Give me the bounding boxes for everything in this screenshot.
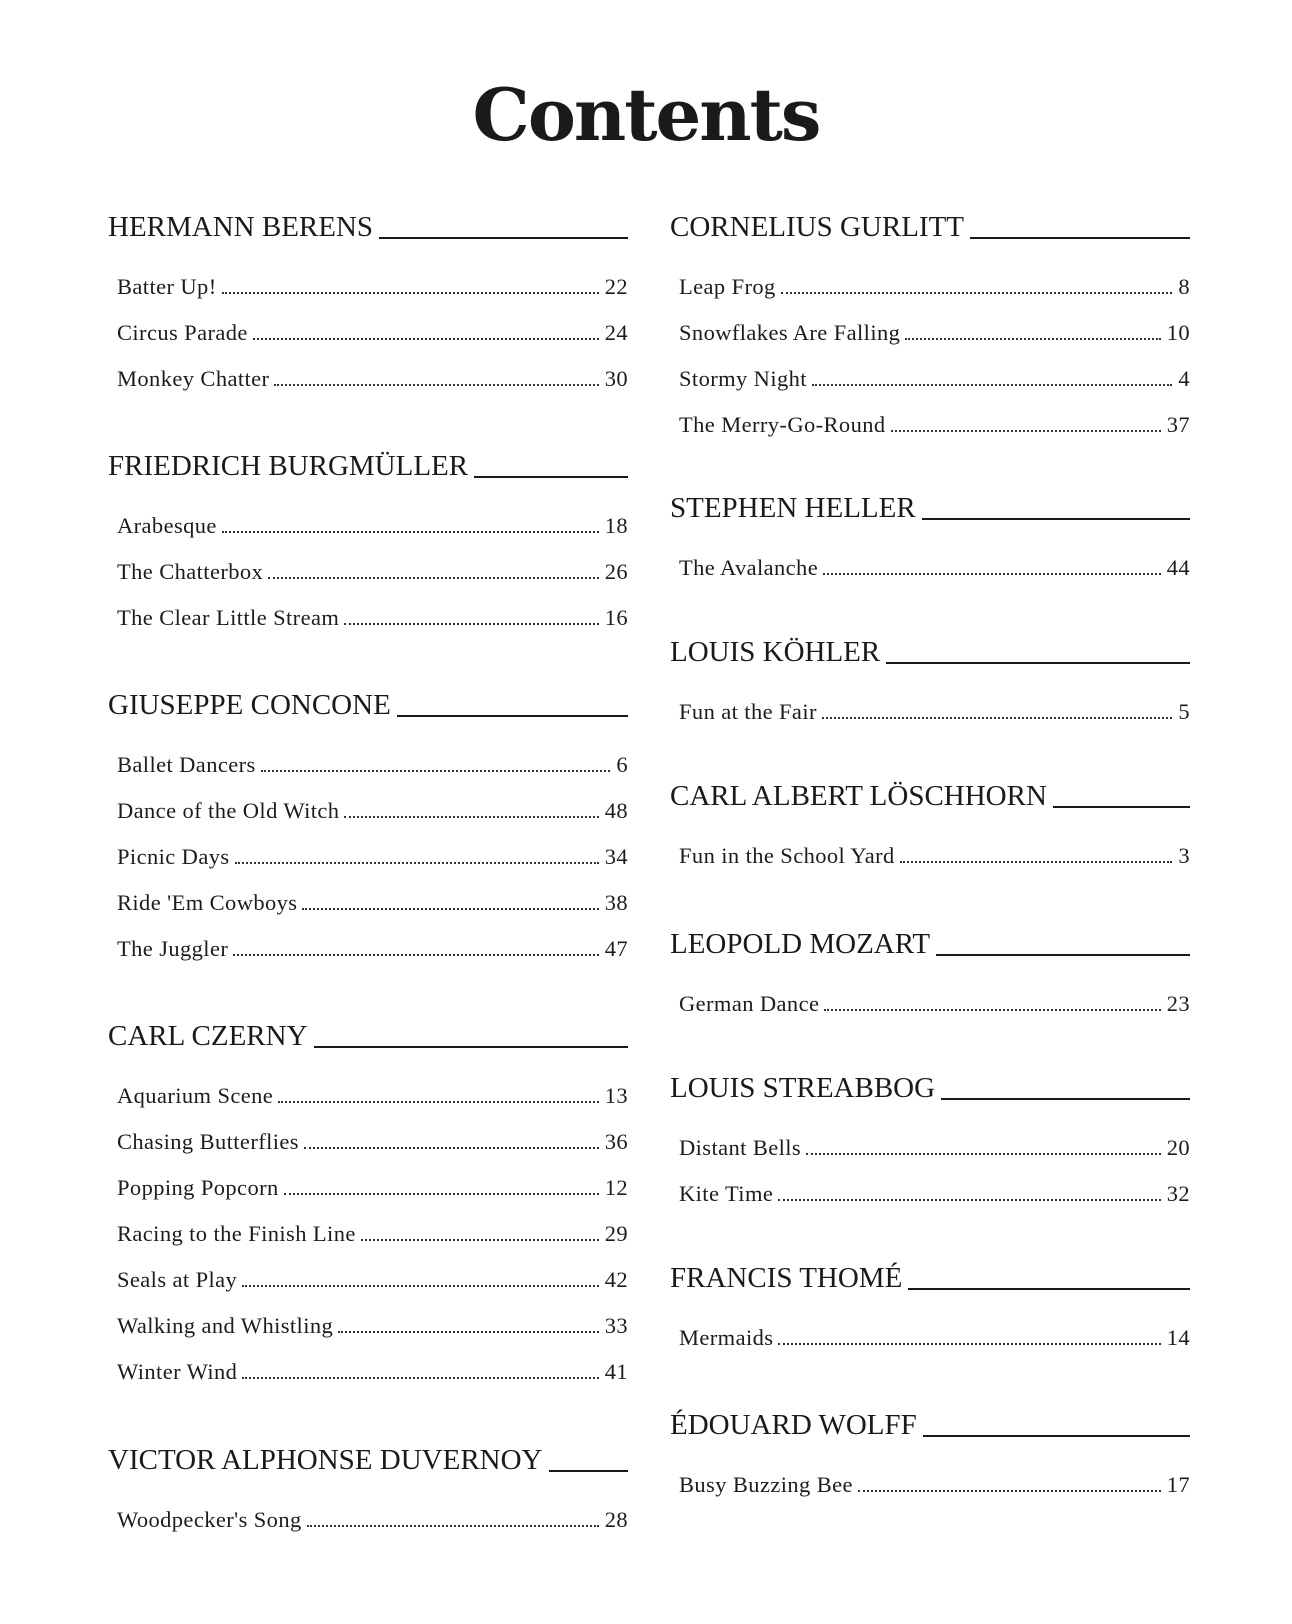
piece-title: The Merry-Go-Round — [679, 412, 886, 437]
page-number: 29 — [604, 1221, 628, 1246]
piece-title: The Juggler — [117, 936, 229, 961]
piece-title: Woodpecker's Song — [117, 1507, 302, 1532]
composer-section — [108, 1441, 628, 1533]
page-number: 28 — [604, 1507, 628, 1532]
piece-list — [108, 732, 628, 962]
dot-leader — [900, 861, 1173, 863]
dot-leader — [338, 1331, 599, 1333]
toc-entry[interactable] — [679, 254, 1190, 300]
page-number: 16 — [604, 605, 628, 630]
dot-leader — [344, 623, 598, 625]
page-number: 14 — [1166, 1325, 1190, 1350]
dot-leader — [806, 1153, 1161, 1155]
page-number: 41 — [604, 1359, 628, 1384]
page-number: 44 — [1166, 555, 1190, 580]
heading-rule — [1053, 806, 1190, 808]
dot-leader — [253, 338, 599, 340]
dot-leader — [778, 1343, 1160, 1345]
piece-title: Snowflakes Are Falling — [679, 320, 901, 345]
toc-entry[interactable] — [117, 300, 628, 346]
dot-leader — [233, 954, 598, 956]
composer-section — [670, 777, 1190, 869]
piece-list — [670, 1452, 1190, 1498]
composer-heading — [670, 1406, 1190, 1442]
composer-section — [108, 686, 628, 962]
piece-list — [108, 1063, 628, 1385]
dot-leader — [823, 573, 1161, 575]
composer-heading — [108, 447, 628, 483]
page-number: 37 — [1166, 412, 1190, 437]
heading-rule — [970, 237, 1190, 239]
dot-leader — [268, 577, 599, 579]
piece-list — [670, 1305, 1190, 1351]
piece-title: The Avalanche — [679, 555, 819, 580]
contents-left-column — [108, 208, 628, 1533]
toc-entry[interactable] — [679, 346, 1190, 392]
piece-title: German Dance — [679, 991, 820, 1016]
piece-title: Stormy Night — [679, 366, 807, 391]
toc-entry[interactable] — [117, 1247, 628, 1293]
composer-heading — [108, 208, 628, 244]
piece-title: Ride 'Em Cowboys — [117, 890, 298, 915]
dot-leader — [307, 1525, 599, 1527]
toc-entry[interactable] — [117, 732, 628, 778]
page-number: 5 — [1178, 699, 1190, 724]
composer-heading — [670, 925, 1190, 961]
composer-name: CARL ALBERT LÖSCHHORN — [670, 780, 1047, 812]
page-number: 36 — [604, 1129, 628, 1154]
composer-name: LOUIS KÖHLER — [670, 636, 881, 668]
dot-leader — [344, 816, 598, 818]
toc-entry[interactable] — [117, 1155, 628, 1201]
composer-heading — [670, 777, 1190, 813]
heading-rule — [936, 954, 1190, 956]
heading-rule — [922, 518, 1190, 520]
piece-title: Leap Frog — [679, 274, 776, 299]
composer-name: LEOPOLD MOZART — [670, 928, 931, 960]
composer-heading — [670, 489, 1190, 525]
piece-list — [108, 254, 628, 392]
composer-name: VICTOR ALPHONSE DUVERNOY — [108, 1444, 543, 1476]
page-number: 22 — [604, 274, 628, 299]
page-number: 26 — [604, 559, 628, 584]
toc-entry[interactable] — [679, 300, 1190, 346]
heading-rule — [474, 476, 628, 478]
heading-rule — [549, 1470, 629, 1472]
piece-title: Dance of the Old Witch — [117, 798, 340, 823]
page-number: 12 — [604, 1175, 628, 1200]
dot-leader — [822, 717, 1172, 719]
composer-heading — [670, 633, 1190, 669]
page-number: 32 — [1166, 1181, 1190, 1206]
composer-heading — [670, 1259, 1190, 1295]
toc-entry[interactable] — [679, 679, 1190, 725]
composer-name: FRANCIS THOMÉ — [670, 1262, 903, 1294]
composer-section — [670, 1259, 1190, 1351]
piece-title: Fun at the Fair — [679, 699, 817, 724]
dot-leader — [858, 1490, 1161, 1492]
page-number: 3 — [1178, 843, 1190, 868]
toc-entry[interactable] — [117, 539, 628, 585]
composer-name: ÉDOUARD WOLFF — [670, 1409, 917, 1441]
piece-title: Chasing Butterflies — [117, 1129, 299, 1154]
page-number: 6 — [616, 752, 628, 777]
page-number: 42 — [604, 1267, 628, 1292]
toc-entry[interactable] — [679, 392, 1190, 438]
piece-title: Distant Bells — [679, 1135, 802, 1160]
toc-entry[interactable] — [117, 1487, 628, 1533]
page-number: 48 — [604, 798, 628, 823]
composer-section — [670, 925, 1190, 1017]
piece-list — [670, 254, 1190, 438]
composer-section — [670, 1069, 1190, 1207]
dot-leader — [222, 292, 599, 294]
page-number: 20 — [1166, 1135, 1190, 1160]
piece-title: The Chatterbox — [117, 559, 264, 584]
page-number: 8 — [1178, 274, 1190, 299]
page-number: 13 — [604, 1083, 628, 1108]
composer-name: CARL CZERNY — [108, 1020, 308, 1052]
page-number: 18 — [604, 513, 628, 538]
dot-leader — [242, 1377, 598, 1379]
toc-entry[interactable] — [117, 1339, 628, 1385]
dot-leader — [778, 1199, 1160, 1201]
toc-entry[interactable] — [679, 823, 1190, 869]
page-number: 38 — [604, 890, 628, 915]
dot-leader — [242, 1285, 599, 1287]
contents-right-column — [670, 208, 1190, 1498]
dot-leader — [304, 1147, 599, 1149]
page-number: 30 — [604, 366, 628, 391]
toc-entry[interactable] — [117, 870, 628, 916]
toc-entry[interactable] — [679, 1161, 1190, 1207]
page-number: 33 — [604, 1313, 628, 1338]
composer-name: LOUIS STREABBOG — [670, 1072, 936, 1104]
toc-entry[interactable] — [117, 585, 628, 631]
dot-leader — [278, 1101, 599, 1103]
dot-leader — [361, 1239, 599, 1241]
toc-entry[interactable] — [117, 1201, 628, 1247]
toc-entry[interactable] — [679, 971, 1190, 1017]
piece-title: Circus Parade — [117, 320, 248, 345]
composer-heading — [108, 1441, 628, 1477]
piece-title: Kite Time — [679, 1181, 774, 1206]
piece-title: Winter Wind — [117, 1359, 238, 1384]
piece-title: Batter Up! — [117, 274, 217, 299]
composer-section — [670, 1406, 1190, 1498]
piece-title: Monkey Chatter — [117, 366, 270, 391]
heading-rule — [923, 1435, 1190, 1437]
piece-list — [670, 971, 1190, 1017]
toc-entry[interactable] — [117, 346, 628, 392]
toc-entry[interactable] — [679, 1452, 1190, 1498]
piece-title: Seals at Play — [117, 1267, 238, 1292]
piece-list — [670, 535, 1190, 581]
composer-name: CORNELIUS GURLITT — [670, 211, 965, 243]
toc-entry[interactable] — [117, 493, 628, 539]
page-number: 47 — [604, 936, 628, 961]
toc-entry[interactable] — [117, 254, 628, 300]
dot-leader — [824, 1009, 1160, 1011]
page-number: 23 — [1166, 991, 1190, 1016]
toc-entry[interactable] — [679, 535, 1190, 581]
toc-entry[interactable] — [679, 1305, 1190, 1351]
heading-rule — [397, 715, 628, 717]
piece-title: The Clear Little Stream — [117, 605, 340, 630]
piece-title: Mermaids — [679, 1325, 774, 1350]
piece-title: Picnic Days — [117, 844, 230, 869]
page-number: 34 — [604, 844, 628, 869]
composer-heading — [670, 208, 1190, 244]
heading-rule — [908, 1288, 1190, 1290]
composer-name: HERMANN BERENS — [108, 211, 374, 243]
toc-entry[interactable] — [117, 1109, 628, 1155]
dot-leader — [812, 384, 1172, 386]
dot-leader — [222, 531, 599, 533]
dot-leader — [274, 384, 598, 386]
piece-title: Ballet Dancers — [117, 752, 256, 777]
piece-title: Busy Buzzing Bee — [679, 1472, 853, 1497]
page-title: Contents — [472, 72, 820, 157]
dot-leader — [905, 338, 1160, 340]
composer-section — [670, 633, 1190, 725]
dot-leader — [235, 862, 599, 864]
piece-title: Walking and Whistling — [117, 1313, 334, 1338]
piece-title: Popping Popcorn — [117, 1175, 279, 1200]
dot-leader — [781, 292, 1173, 294]
composer-name: GIUSEPPE CONCONE — [108, 689, 391, 721]
page-number: 10 — [1166, 320, 1190, 345]
toc-entry[interactable] — [679, 1115, 1190, 1161]
heading-rule — [886, 662, 1190, 664]
piece-title: Fun in the School Yard — [679, 843, 895, 868]
composer-section — [108, 208, 628, 392]
piece-title: Racing to the Finish Line — [117, 1221, 356, 1246]
composer-name: STEPHEN HELLER — [670, 492, 916, 524]
dot-leader — [891, 430, 1161, 432]
heading-rule — [941, 1098, 1190, 1100]
piece-list — [108, 493, 628, 631]
toc-entry[interactable] — [117, 824, 628, 870]
piece-list — [670, 679, 1190, 725]
toc-entry[interactable] — [117, 778, 628, 824]
composer-heading — [108, 1017, 628, 1053]
toc-entry[interactable] — [117, 916, 628, 962]
toc-entry[interactable] — [117, 1293, 628, 1339]
toc-entry[interactable] — [117, 1063, 628, 1109]
piece-title: Arabesque — [117, 513, 217, 538]
composer-heading — [670, 1069, 1190, 1105]
page-number: 17 — [1166, 1472, 1190, 1497]
composer-name: FRIEDRICH BURGMÜLLER — [108, 450, 469, 482]
composer-section — [108, 447, 628, 631]
composer-heading — [108, 686, 628, 722]
dot-leader — [261, 770, 611, 772]
piece-list — [108, 1487, 628, 1533]
piece-title: Aquarium Scene — [117, 1083, 274, 1108]
heading-rule — [314, 1046, 628, 1048]
composer-section — [670, 489, 1190, 581]
page-number: 4 — [1178, 366, 1190, 391]
piece-list — [670, 823, 1190, 869]
heading-rule — [379, 237, 628, 239]
piece-list — [670, 1115, 1190, 1207]
composer-section — [108, 1017, 628, 1385]
dot-leader — [284, 1193, 599, 1195]
composer-section — [670, 208, 1190, 438]
page-number: 24 — [604, 320, 628, 345]
dot-leader — [302, 908, 598, 910]
